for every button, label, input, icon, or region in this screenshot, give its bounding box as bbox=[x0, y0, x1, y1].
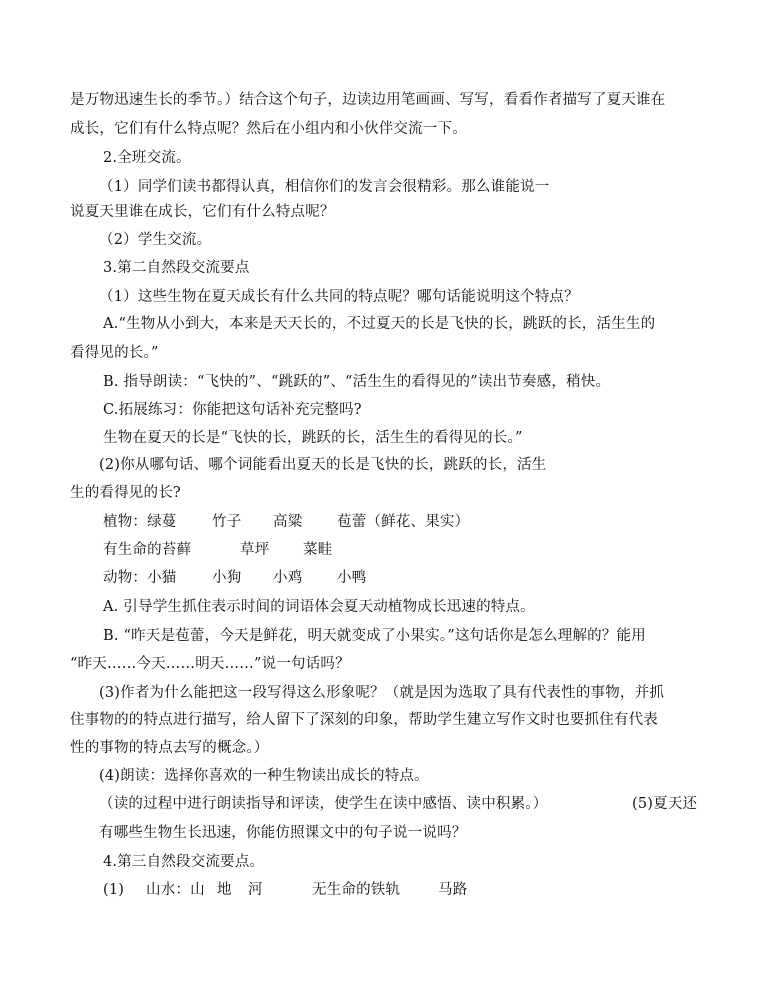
landscape-item: 山水：山 bbox=[146, 882, 205, 898]
plant-list-label: 植物：绿蔓 bbox=[103, 514, 177, 530]
text-line: 有哪些生物生长迅速，你能仿照课文中的句子说一说吗？ bbox=[99, 825, 467, 841]
animal-list-label: 动物：小猫 bbox=[103, 570, 177, 586]
plant-item: 草坪 bbox=[240, 542, 270, 558]
text-line: (4)朗读：选择你喜欢的一种生物读出成长的特点。 bbox=[99, 768, 429, 784]
text-line: (2)你从哪句话、哪个词能看出夏天的长是飞快的长，跳跃的长，活生 bbox=[99, 457, 547, 473]
plant-item: 有生命的苔藓 bbox=[103, 542, 192, 558]
text-line: (3)作者为什么能把这一段写得这么形象呢？（就是因为选取了具有代表性的事物，并抓 bbox=[99, 685, 665, 701]
text-line: B. “昨天是苞蕾，今天是鲜花，明天就变成了小果实。”这句话你是怎么理解的？能用 bbox=[103, 628, 646, 644]
text-line: 生物在夏天的长是“飞快的长，跳跃的长，活生生的看得见的长。” bbox=[103, 430, 523, 446]
section-heading: 3.第二自然段交流要点 bbox=[103, 260, 250, 276]
list-number: (1) bbox=[103, 882, 125, 898]
plant-item: 高粱 bbox=[273, 514, 303, 530]
text-line: 是万物迅速生长的季节。）结合这个句子，边读边用笔画画、写写，看看作者描写了夏天谁在 bbox=[70, 92, 666, 108]
text-line: （1）同学们读书都得认真，相信你们的发言会很精彩。那么谁能说一 bbox=[99, 179, 550, 195]
text-line: A.“生物从小到大，本来是天天长的，不过夏天的长是飞快的长，跳跃的长，活生生的 bbox=[103, 316, 656, 332]
text-line: (5)夏天还 bbox=[632, 796, 698, 812]
plant-item: 苞蕾（鲜花、果实） bbox=[337, 514, 470, 530]
text-line: 住事物的的特点进行描写，给人留下了深刻的印象，帮助学生建立写作文时也要抓住有代表 bbox=[70, 712, 658, 728]
plant-item: 竹子 bbox=[212, 514, 242, 530]
text-line: B. 指导朗读：“飞快的”、“跳跃的”、“活生生的看得见的”读出节奏感，稍快。 bbox=[103, 374, 611, 390]
text-line: C.拓展练习：你能把这句话补充完整吗? bbox=[103, 402, 362, 418]
landscape-item: 无生命的铁轨 bbox=[312, 882, 401, 898]
text-line: A. 引导学生抓住表示时间的词语体会夏天动植物成长迅速的特点。 bbox=[103, 599, 535, 615]
landscape-item: 地 bbox=[217, 882, 232, 898]
animal-item: 小狗 bbox=[212, 570, 242, 586]
animal-item: 小鸡 bbox=[273, 570, 303, 586]
text-line: 性的事物的特点去写的概念。） bbox=[70, 740, 269, 756]
text-line: （2）学生交流。 bbox=[99, 232, 212, 248]
landscape-item: 河 bbox=[248, 882, 263, 898]
text-line: 成长，它们有什么特点呢？然后在小组内和小伙伴交流一下。 bbox=[70, 121, 467, 137]
animal-item: 小鸭 bbox=[337, 570, 367, 586]
text-line: “昨天……今天……明天……”说一句话吗？ bbox=[70, 656, 350, 672]
text-line: 看得见的长。” bbox=[70, 345, 159, 361]
text-line: （读的过程中进行朗读指导和评读，使学生在读中感悟、读中积累。） bbox=[99, 796, 548, 812]
text-line: （1）这些生物在夏天成长有什么共同的特点呢？哪句话能说明这个特点？ bbox=[99, 289, 579, 305]
text-line: 生的看得见的长? bbox=[70, 485, 181, 501]
text-line: 说夏天里谁在成长，它们有什么特点呢？ bbox=[70, 204, 335, 220]
plant-item: 菜畦 bbox=[303, 542, 333, 558]
section-heading: 4.第三自然段交流要点。 bbox=[103, 854, 265, 870]
landscape-item: 马路 bbox=[438, 882, 468, 898]
section-heading: 2.全班交流。 bbox=[103, 150, 191, 166]
